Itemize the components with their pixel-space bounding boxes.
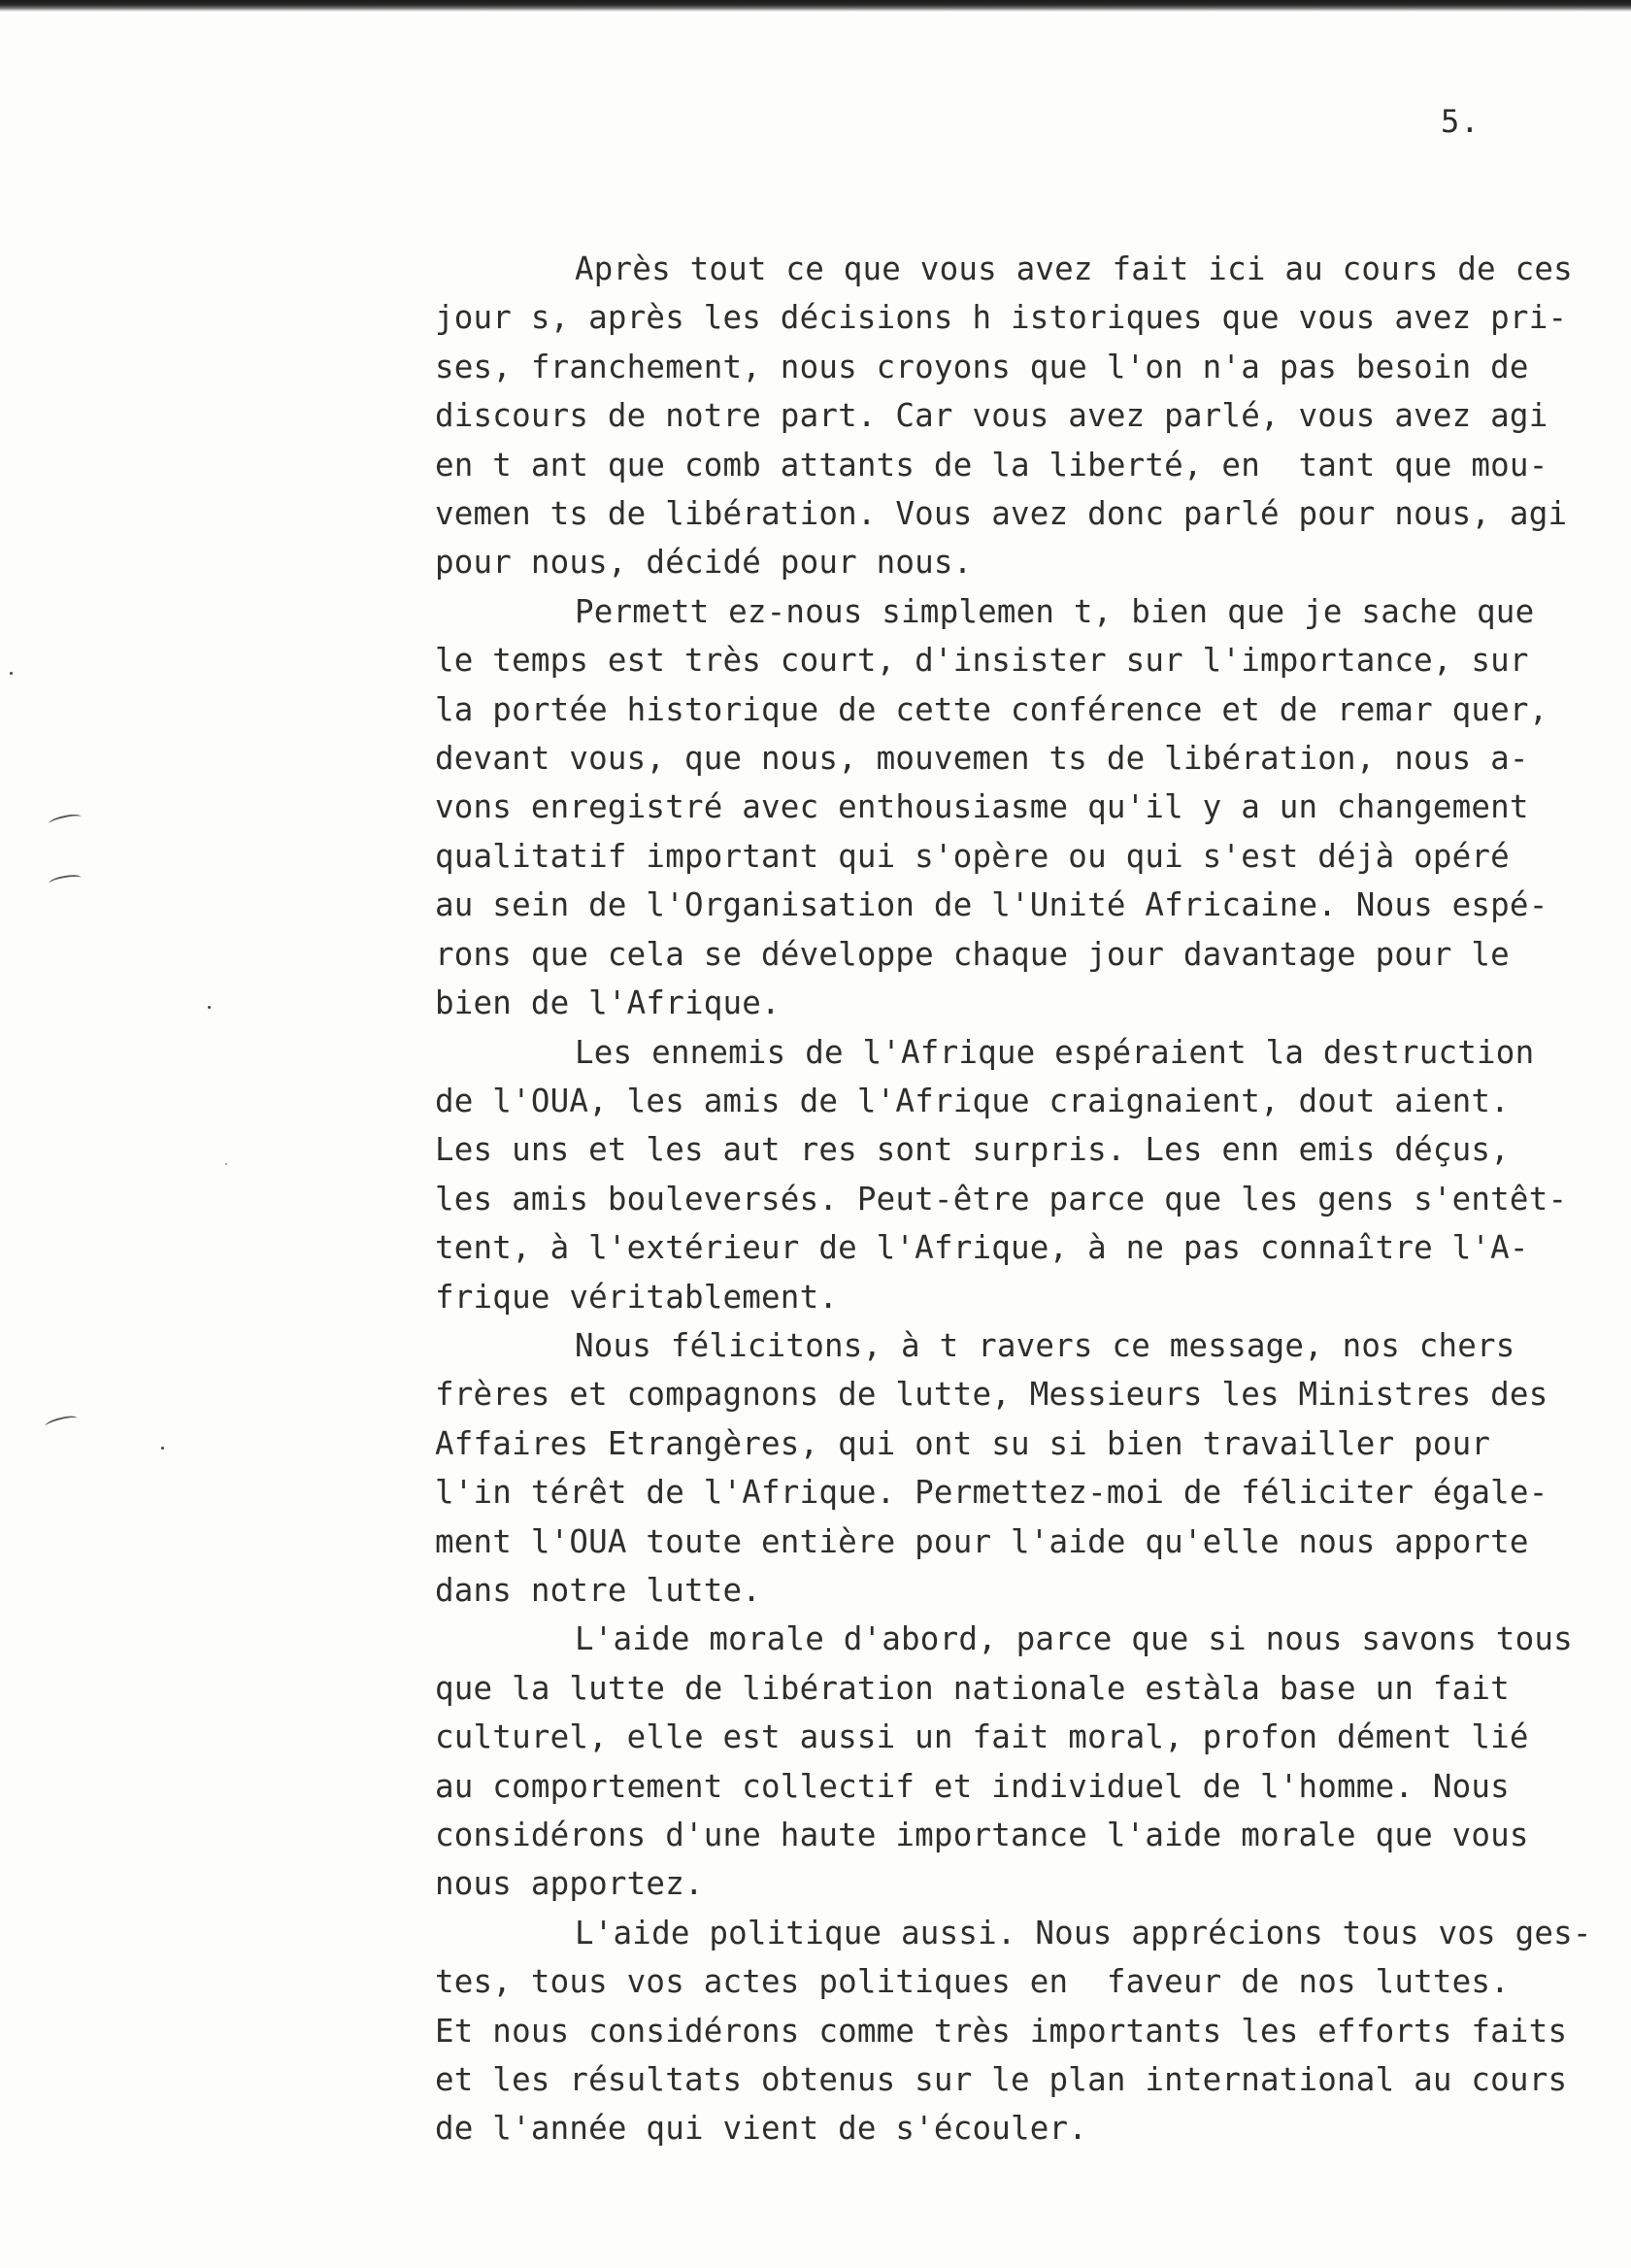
text-line: et les résultats obtenus sur le plan international au cours bbox=[435, 2061, 1568, 2099]
page-top-edge bbox=[0, 0, 1631, 12]
paragraph bbox=[435, 587, 1600, 1028]
scan-speck bbox=[161, 1447, 164, 1450]
text-line: frères et compagnons de lutte, Messieurs les Ministres des bbox=[435, 1376, 1548, 1414]
text-line: Permett ez-nous simplemen t, bien que je sache que bbox=[575, 592, 1535, 630]
scan-mark bbox=[48, 813, 82, 829]
text-line: frique véritablement. bbox=[435, 1278, 839, 1316]
text-line: Les ennemis de l'Afrique espéraient la destruction bbox=[575, 1033, 1535, 1071]
paragraph bbox=[435, 1028, 1600, 1321]
text-line: culturel, elle est aussi un fait moral, profon dément lié bbox=[435, 1718, 1529, 1756]
text-line: le temps est très court, d'insister sur l'importance, sur bbox=[435, 642, 1529, 680]
text-line: Nous félicitons, à t ravers ce message, nos chers bbox=[575, 1326, 1515, 1364]
text-line: vons enregistré avec enthousiasme qu'il y a un changement bbox=[435, 788, 1529, 826]
text-line: nous apportez. bbox=[435, 1865, 704, 1903]
text-line: que la lutte de libération nationale estàla base un fait bbox=[435, 1669, 1510, 1707]
typed-letter-body bbox=[435, 245, 1600, 2153]
text-line: de l'OUA, les amis de l'Afrique craignaient, dout aient. bbox=[435, 1082, 1510, 1119]
page-number: 5. bbox=[1441, 103, 1481, 140]
text-line: Affaires Etrangères, qui ont su si bien travailler pour bbox=[435, 1424, 1491, 1462]
text-line: la portée historique de cette conférence et de remar quer, bbox=[435, 690, 1548, 728]
scan-mark bbox=[44, 1414, 78, 1431]
text-line: tes, tous vos actes politiques en faveur de nos luttes. bbox=[435, 1963, 1510, 2001]
text-line: L'aide morale d'abord, parce que si nous savons tous bbox=[575, 1620, 1573, 1658]
paragraph bbox=[435, 245, 1600, 587]
text-line: ment l'OUA toute entière pour l'aide qu'elle nous apporte bbox=[435, 1522, 1529, 1560]
text-line: rons que cela se développe chaque jour davantage pour le bbox=[435, 935, 1510, 973]
text-line: les amis bouleversés. Peut-être parce que les gens s'entêt- bbox=[435, 1180, 1568, 1217]
text-line: au comportement collectif et individuel de l'homme. Nous bbox=[435, 1767, 1510, 1805]
text-line: bien de l'Afrique. bbox=[435, 984, 781, 1022]
text-line: Les uns et les aut res sont surpris. Les enn emis déçus, bbox=[435, 1131, 1510, 1169]
text-line: L'aide politique aussi. Nous apprécions tous vos ges- bbox=[575, 1914, 1592, 1951]
text-line: tent, à l'extérieur de l'Afrique, à ne pas connaître l'A- bbox=[435, 1229, 1529, 1267]
text-line: qualitatif important qui s'opère ou qui s'est déjà opéré bbox=[435, 837, 1510, 875]
scan-speck bbox=[208, 1006, 211, 1009]
text-line: considérons d'une haute importance l'aide morale que vous bbox=[435, 1817, 1529, 1853]
text-line: devant vous, que nous, mouvemen ts de libération, nous a- bbox=[435, 740, 1529, 778]
text-line: en t ant que comb attants de la liberté, en tant que mou- bbox=[435, 446, 1548, 484]
text-line: Et nous considérons comme très importants les efforts faits bbox=[435, 2012, 1568, 2050]
paragraph bbox=[435, 1909, 1600, 2153]
text-line: ses, franchement, nous croyons que l'on n'a pas besoin de bbox=[435, 348, 1529, 385]
scan-mark bbox=[48, 873, 82, 888]
text-line: discours de notre part. Car vous avez parlé, vous avez agi bbox=[435, 397, 1548, 435]
text-line: jour s, après les décisions h istoriques que vous avez pri- bbox=[435, 299, 1568, 337]
text-line: au sein de l'Organisation de l'Unité Africaine. Nous espé- bbox=[435, 886, 1548, 924]
text-line: Après tout ce que vous avez fait ici au cours de ces bbox=[575, 250, 1573, 287]
text-line: vemen ts de libération. Vous avez donc parlé pour nous, agi bbox=[435, 495, 1568, 533]
scan-speck bbox=[10, 672, 13, 675]
scan-speck bbox=[225, 1163, 227, 1165]
paragraph bbox=[435, 1321, 1600, 1615]
text-line: pour nous, décidé pour nous. bbox=[435, 544, 973, 582]
text-line: l'in térêt de l'Afrique. Permettez-moi de féliciter égale- bbox=[435, 1474, 1548, 1512]
text-line: de l'année qui vient de s'écouler. bbox=[435, 2110, 1088, 2148]
text-line: dans notre lutte. bbox=[435, 1571, 762, 1609]
paragraph bbox=[435, 1615, 1600, 1908]
